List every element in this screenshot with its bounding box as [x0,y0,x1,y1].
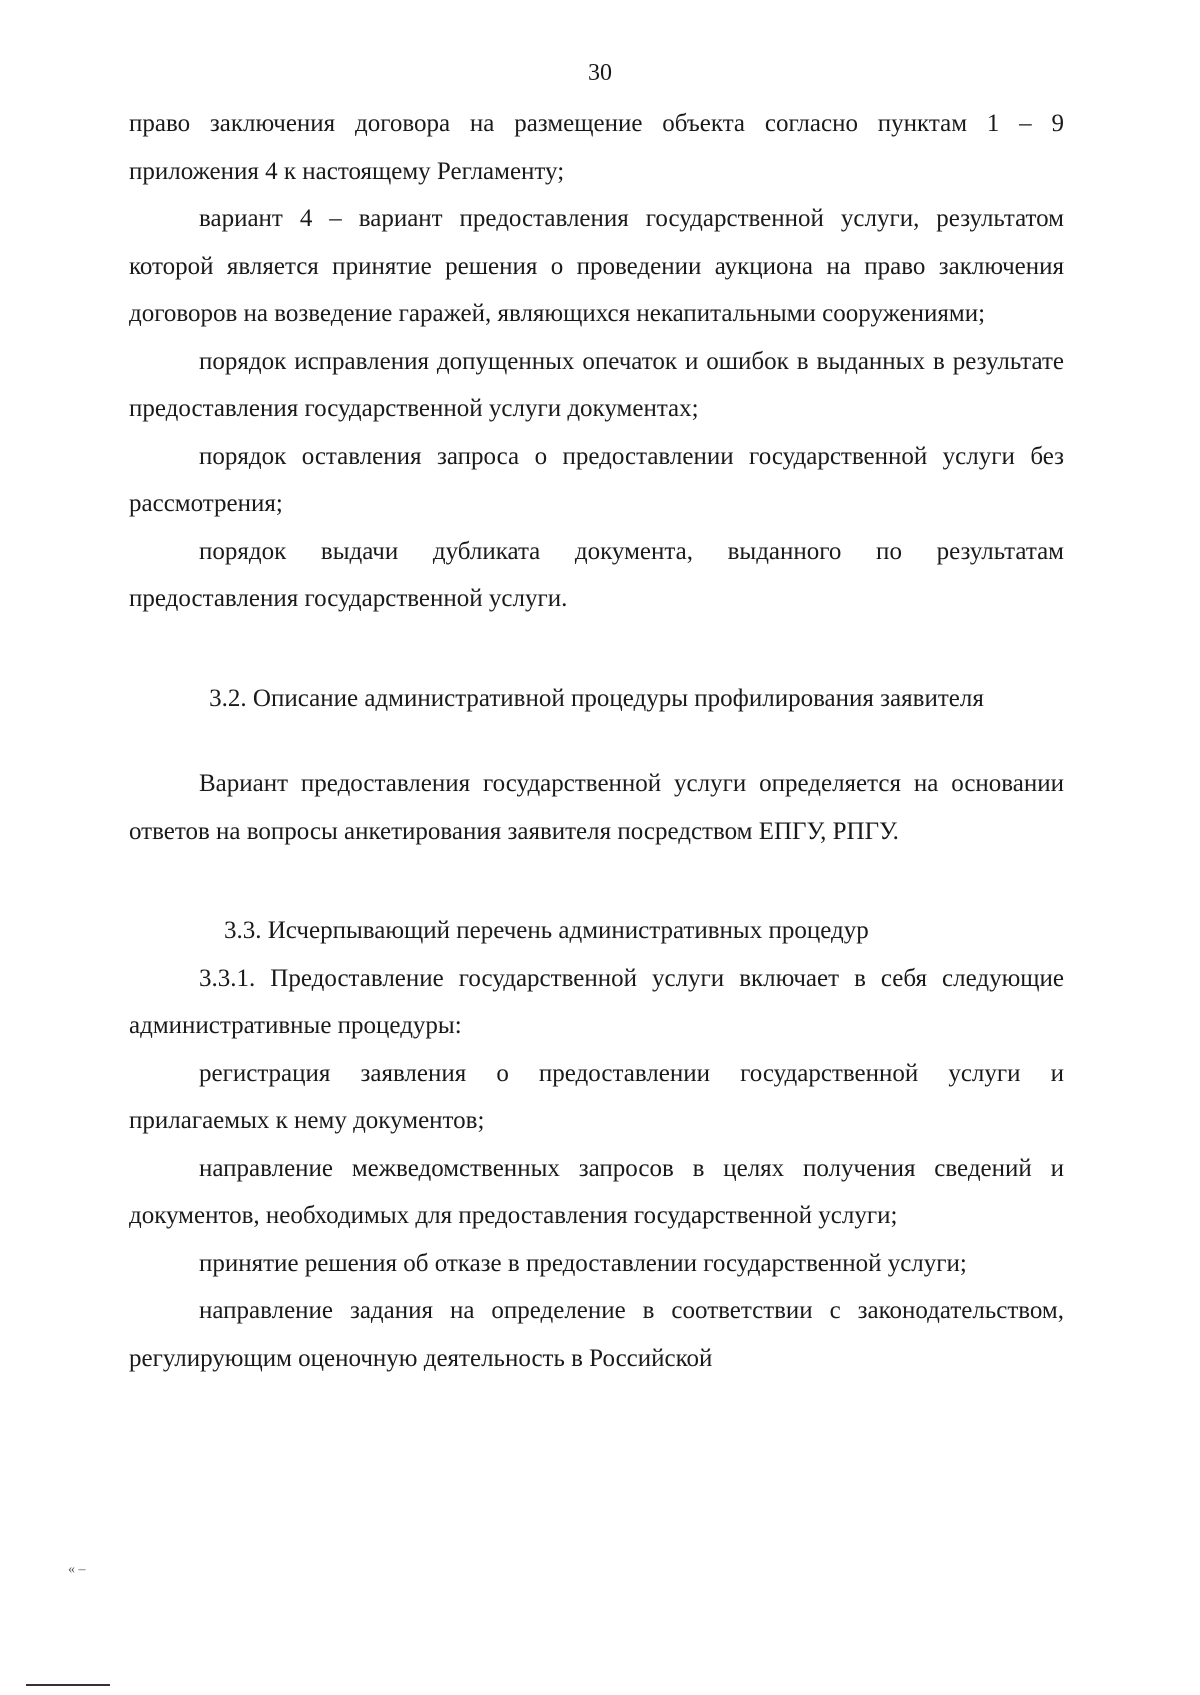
section-spacer [129,722,1064,760]
section-3-2-text: Вариант предоставления государственной услуги определяется на основании ответов на вопросы анкетирования заявителя посредством ЕПГУ, РПГУ. [129,770,1064,845]
section-3-2-heading: 3.2. Описание административной процедуры профилирования заявителя [209,684,984,712]
paragraph-request-dismissal: порядок оставления запроса о предоставлении государственной услуги без рассмотрения; [129,442,1064,517]
procedure-refusal-decision: принятие решения об отказе в предоставлении государственной услуги; [199,1249,967,1277]
procedure-interagency-requests: направление межведомственных запросов в целях получения сведений и документов, необходимых для предоставления государственной услуги; [129,1154,1064,1229]
corner-mark: « ‒ [68,1562,86,1577]
section-spacer [129,623,1064,675]
document-body [129,100,1064,1382]
procedure-registration: регистрация заявления о предоставлении государственной услуги и прилагаемых к нему документов; [129,1059,1064,1134]
paragraph-continued: право заключения договора на размещение объекта согласно пунктам 1 – 9 приложения 4 к настоящему Регламенту; [129,110,1064,185]
section-3-3-1-intro: 3.3.1. Предоставление государственной услуги включает в себя следующие административные процедуры: [129,964,1064,1039]
bottom-rule [26,1684,110,1686]
procedure-valuation-task: направление задания на определение в соответствии с законодательством, регулирующим оценочную деятельность в Российской [129,1297,1064,1372]
section-spacer [129,855,1064,907]
paragraph-typo-correction: порядок исправления допущенных опечаток и ошибок в выданных в результате предоставления государственной услуги документах; [129,347,1064,422]
paragraph-duplicate-issue: порядок выдачи дубликата документа, выданного по результатам предоставления государственной услуги. [129,537,1064,612]
page-number: 30 [588,60,612,86]
section-3-3-heading: 3.3. Исчерпывающий перечень административных процедур [224,917,869,944]
paragraph-variant-4: вариант 4 – вариант предоставления государственной услуги, результатом которой является принятие решения о проведении аукциона на право заключения договоров на возведение гаражей, являющихся некапитальными сооружениями; [129,205,1064,327]
